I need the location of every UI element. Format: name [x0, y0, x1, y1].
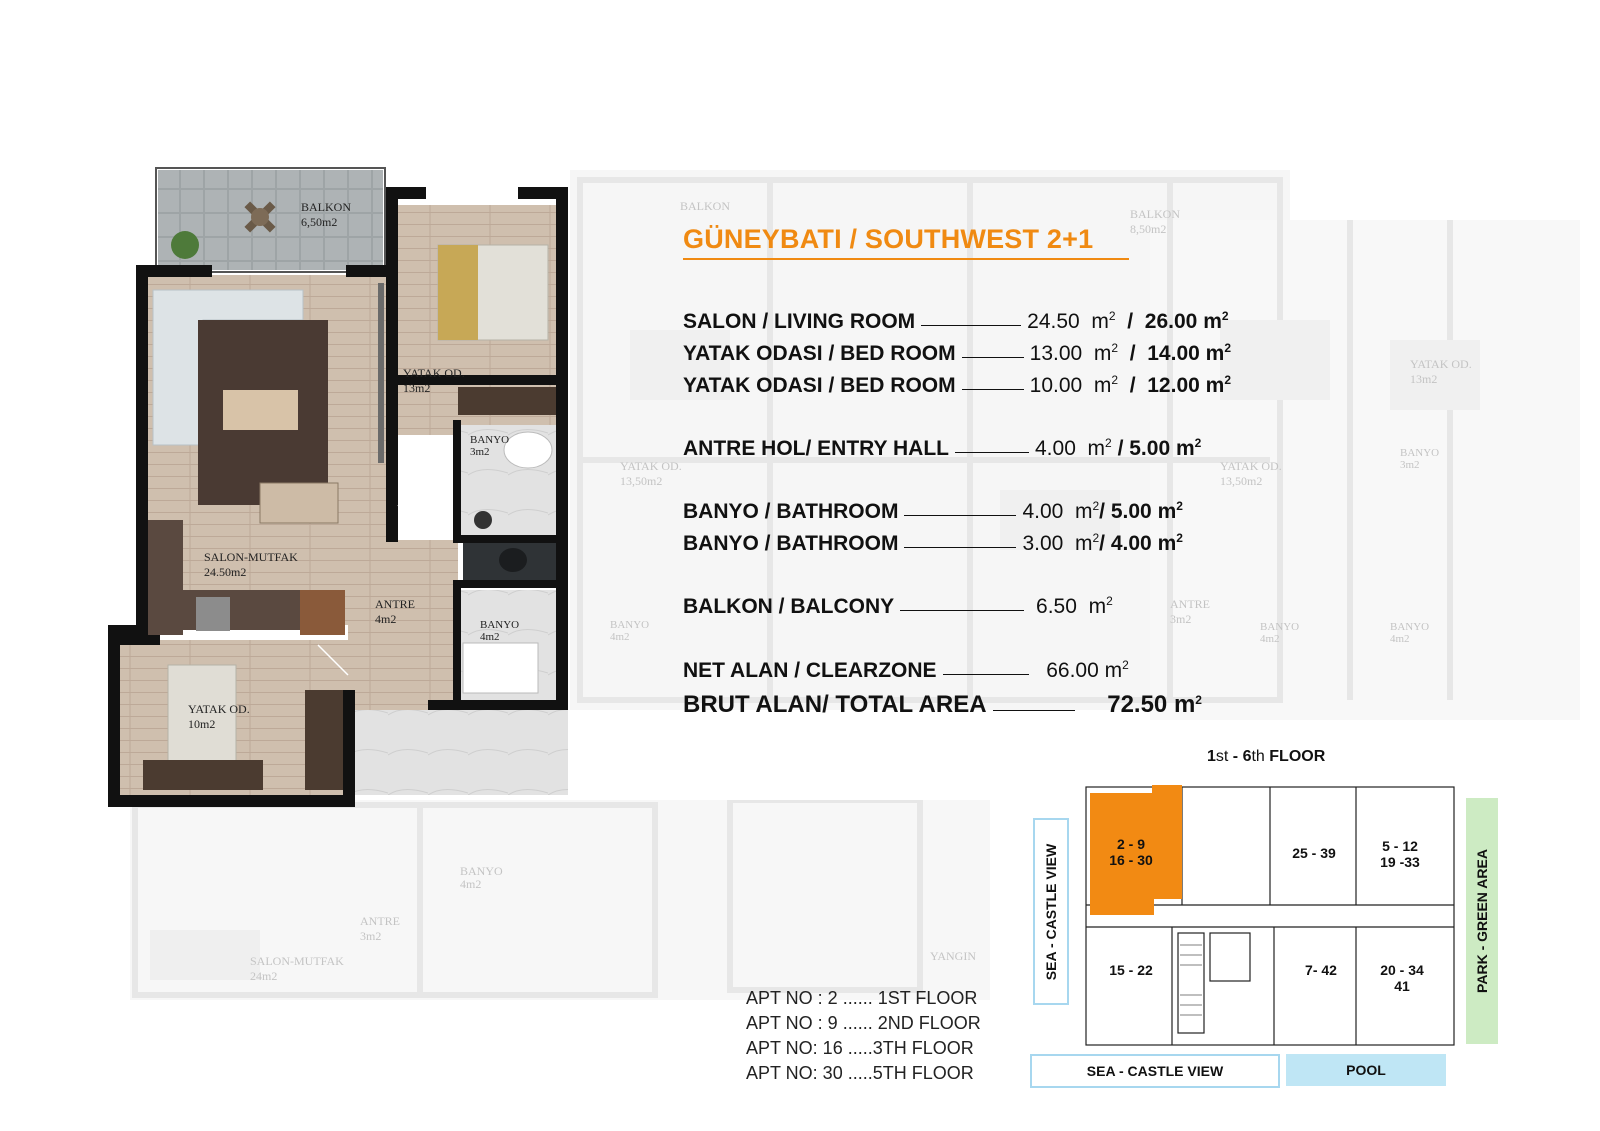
area-row: YATAK ODASI / BED ROOM 13.00 $m^2 / 14.00$ $m^2$	[683, 341, 1232, 365]
ghost-label: BANYO	[1260, 621, 1300, 633]
ghost-label: 3m2	[360, 929, 382, 943]
ghost-label: YATAK OD.	[1410, 357, 1472, 371]
bathtub-icon	[504, 432, 552, 468]
area-row: BANYO / BATHROOM 4.00 $m^2/$ 5.00 $m^2$	[683, 499, 1183, 523]
key-plan	[1082, 775, 1464, 1055]
ghost-label: ANTRE	[1170, 597, 1210, 611]
background-floorplan-bottom	[130, 800, 990, 1000]
plant-icon	[171, 231, 199, 259]
room-area-banyo-1: 3m2	[470, 446, 490, 458]
ghost-label: 24m2	[250, 969, 278, 983]
ghost-label: 13m2	[1410, 372, 1438, 386]
ghost-label: BALKON	[680, 199, 730, 213]
ghost-label: BANYO	[1390, 621, 1430, 633]
left-view-label: SEA - CASTLE VIEW	[1043, 843, 1060, 980]
bottom-view-box	[1030, 1054, 1280, 1088]
ghost-label: SALON-MUTFAK	[250, 954, 344, 968]
room-label-balkon: BALKON	[301, 200, 351, 214]
apt-list-item: APT NO: 16 .....3TH FLOOR	[746, 1038, 974, 1058]
ghost-label: 13,50m2	[1220, 474, 1263, 488]
title-underline	[683, 258, 1129, 260]
area-row: YATAK ODASI / BED ROOM 10.00 $m^2 / 12.00$ $m^2$	[683, 373, 1232, 397]
room-label-antre: ANTRE	[375, 597, 415, 611]
area-row: BALKON / BALCONY 6.50 $m^2$	[683, 594, 1113, 618]
room-area-yatak-2: 10m2	[188, 717, 216, 731]
room-label-banyo-2: BANYO	[480, 619, 520, 631]
total-area-row: BRUT ALAN/ TOTAL AREA 72.50 $m^2$	[683, 691, 1202, 718]
apt-list-item: APT NO : 2 ...... 1ST FLOOR	[746, 988, 978, 1008]
room-area-salon: 24.50m2	[204, 565, 247, 579]
key-cell: 5 - 12 19 -33	[1380, 838, 1420, 870]
apt-list-item: APT NO: 30 .....5TH FLOOR	[746, 1063, 974, 1083]
pool-box	[1286, 1054, 1446, 1086]
area-row: SALON / LIVING ROOM 24.50 $m^2 / 26.00$ $m^2$	[683, 309, 1229, 333]
key-cell: 20 - 34 41	[1380, 962, 1424, 994]
ghost-label: YATAK OD.	[620, 459, 682, 473]
ghost-label: 13,50m2	[620, 474, 663, 488]
room-area-balkon: 6,50m2	[301, 215, 338, 229]
ghost-label: 4m2	[1260, 633, 1280, 645]
ghost-label: 4m2	[610, 631, 630, 643]
ghost-label: 3m2	[1170, 612, 1192, 626]
key-plan-caption: 1st - 6th FLOOR	[1207, 748, 1326, 765]
apt-list-item: APT NO : 9 ...... 2ND FLOOR	[746, 1013, 981, 1033]
key-cell-highlight: 2 - 9 16 - 30	[1109, 836, 1153, 868]
sink-icon	[474, 511, 492, 529]
ghost-label: 8,50m2	[1130, 222, 1167, 236]
ghost-label: 4m2	[460, 877, 482, 891]
room-area-yatak-1: 13m2	[403, 381, 431, 395]
room-area-antre: 4m2	[375, 612, 397, 626]
ghost-label: BANYO	[1400, 447, 1440, 459]
shower-icon	[463, 643, 538, 693]
room-area-banyo-2: 4m2	[480, 631, 500, 643]
pool-label: POOL	[1346, 1062, 1386, 1078]
area-row: BANYO / BATHROOM 3.00 $m^2/$ 4.00 $m^2$	[683, 531, 1183, 555]
coffee-table	[223, 390, 298, 430]
key-cell: 15 - 22	[1109, 962, 1153, 978]
floor-plan	[108, 165, 578, 825]
area-row: ANTRE HOL/ ENTRY HALL 4.00 $m^2 / 5.00$ $m^2$	[683, 436, 1202, 460]
left-view-box	[1033, 818, 1069, 1005]
room-label-banyo-1: BANYO	[470, 434, 510, 446]
ghost-label: ANTRE	[360, 914, 400, 928]
ghost-label: 4m2	[1390, 633, 1410, 645]
ghost-label: YANGIN	[930, 949, 976, 963]
ghost-label: BANYO	[460, 864, 503, 878]
bottom-view-label: SEA - CASTLE VIEW	[1086, 1063, 1224, 1079]
room-label-yatak-2: YATAK OD.	[188, 702, 250, 716]
room-label-salon: SALON-MUTFAK	[204, 550, 298, 564]
room-label-yatak-1: YATAK OD.	[403, 366, 465, 380]
page-title: GÜNEYBATI / SOUTHWEST 2+1	[683, 224, 1094, 254]
right-view-box	[1466, 798, 1498, 1044]
area-row: NET ALAN / CLEARZONE 66.00 $m^2$	[683, 658, 1129, 682]
ghost-label: BANYO	[610, 619, 650, 631]
key-cell: 25 - 39	[1292, 845, 1336, 861]
ghost-label: YATAK OD.	[1220, 459, 1282, 473]
ghost-label: BALKON	[1130, 207, 1180, 221]
key-cell: 7- 42	[1305, 962, 1337, 978]
right-view-label: PARK - GREEN AREA	[1474, 849, 1490, 993]
ghost-label: 3m2	[1400, 459, 1420, 471]
dining-table-icon	[260, 483, 338, 523]
